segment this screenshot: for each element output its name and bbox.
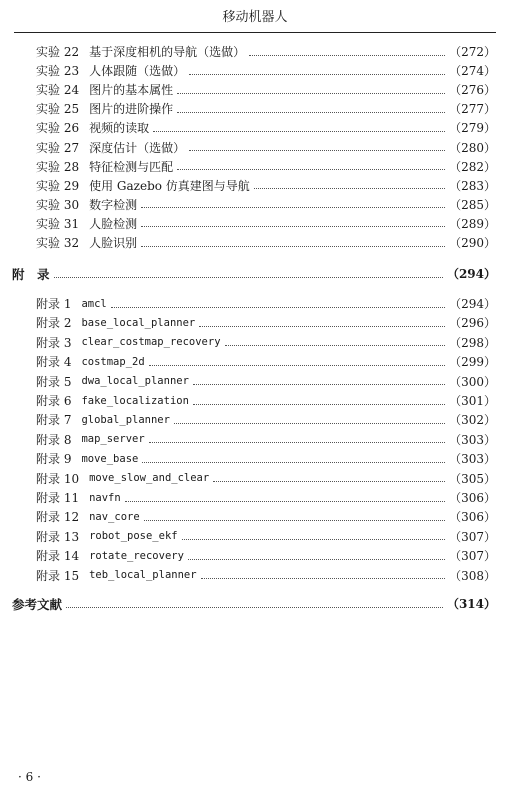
entry-page: （289） xyxy=(449,216,496,231)
entry-label: 实验 24 xyxy=(36,83,80,98)
dot-leader xyxy=(125,500,445,502)
entry-page: （308） xyxy=(449,568,496,583)
entry-label: 附录 3 xyxy=(36,335,72,350)
dot-leader xyxy=(66,606,443,608)
toc-entry-references[interactable] xyxy=(12,594,496,613)
entry-label: 附录 4 xyxy=(36,355,72,370)
dot-leader xyxy=(249,54,445,56)
dot-leader xyxy=(153,130,445,132)
dot-leader xyxy=(199,325,445,327)
entry-page: （303） xyxy=(449,452,496,467)
entry-page: （302） xyxy=(449,413,496,428)
entry-page: （282） xyxy=(449,159,496,174)
toc-entry-appendix[interactable] xyxy=(36,294,496,313)
dot-leader xyxy=(141,206,445,208)
entry-title: 使用 Gazebo 仿真建图与导航 xyxy=(89,178,250,193)
entry-page: （280） xyxy=(449,140,496,155)
entry-label: 附录 5 xyxy=(36,374,72,389)
toc-entry-appendix[interactable] xyxy=(36,507,496,526)
entry-label: 附录 8 xyxy=(36,432,72,447)
toc-entry-experiment[interactable] xyxy=(36,176,496,195)
dot-leader xyxy=(149,441,445,443)
entry-label: 附录 6 xyxy=(36,394,72,408)
entry-page: （272） xyxy=(449,45,496,59)
toc-entry-appendix[interactable] xyxy=(36,488,496,507)
entry-title: fake_localization xyxy=(81,394,189,407)
entry-label: 实验 29 xyxy=(36,178,80,193)
entry-label: 实验 23 xyxy=(36,64,80,79)
entry-page: （305） xyxy=(449,471,496,486)
toc-entry-experiment[interactable] xyxy=(36,118,496,137)
entry-page: （303） xyxy=(449,432,496,447)
entry-title: 人脸检测 xyxy=(89,216,138,231)
entry-label: 实验 31 xyxy=(36,216,80,231)
dot-leader xyxy=(177,111,445,113)
toc-entry-appendix[interactable] xyxy=(36,391,496,410)
entry-label: 实验 32 xyxy=(36,236,80,250)
entry-label: 实验 26 xyxy=(36,121,80,136)
toc-entry-appendix[interactable] xyxy=(36,566,496,585)
entry-label: 附录 7 xyxy=(36,413,72,428)
entry-page: （306） xyxy=(449,491,496,505)
entry-title: clear_costmap_recovery xyxy=(81,336,221,349)
toc-entry-appendix-section[interactable] xyxy=(12,264,496,283)
entry-page: （299） xyxy=(449,355,496,370)
toc-entry-appendix[interactable] xyxy=(36,410,496,429)
dot-leader xyxy=(182,538,445,540)
entry-page: （283） xyxy=(449,178,496,193)
toc-entry-experiment[interactable] xyxy=(36,157,496,176)
entry-label: 附录 14 xyxy=(36,549,80,564)
entry-title: base_local_planner xyxy=(81,316,196,329)
entry-page: （274） xyxy=(449,64,496,79)
entry-title: 基于深度相机的导航（选做） xyxy=(89,45,246,59)
entry-page: （285） xyxy=(449,197,496,212)
entry-title: dwa_local_planner xyxy=(81,375,189,388)
toc-entry-experiment[interactable] xyxy=(36,214,496,233)
section-title: 附 录 xyxy=(12,266,50,282)
entry-title: move_base xyxy=(81,452,139,465)
dot-leader xyxy=(189,73,445,75)
entry-title: nav_core xyxy=(89,510,140,523)
toc-entry-appendix[interactable] xyxy=(36,527,496,546)
dot-leader xyxy=(174,422,445,424)
dot-leader xyxy=(254,187,445,189)
entry-title: 图片的基本属性 xyxy=(89,83,174,98)
entry-label: 附录 10 xyxy=(36,471,80,486)
entry-title: 特征检测与匹配 xyxy=(89,159,174,174)
entry-title: global_planner xyxy=(81,413,170,426)
section-page: （314） xyxy=(446,597,496,611)
dot-leader xyxy=(111,306,445,308)
toc-entry-appendix[interactable] xyxy=(36,352,496,371)
entry-page: （300） xyxy=(449,374,496,389)
toc-entry-experiment[interactable] xyxy=(36,61,496,80)
entry-page: （306） xyxy=(449,510,496,525)
toc-entry-appendix[interactable] xyxy=(36,449,496,468)
dot-leader xyxy=(177,168,445,170)
entry-title: costmap_2d xyxy=(81,355,145,368)
dot-leader xyxy=(142,461,445,463)
toc-entry-appendix[interactable] xyxy=(36,546,496,565)
entry-label: 附录 12 xyxy=(36,510,80,525)
toc-entry-appendix[interactable] xyxy=(36,333,496,352)
toc-entry-experiment[interactable] xyxy=(36,195,496,214)
entry-title: teb_local_planner xyxy=(89,569,197,582)
section-page: （294） xyxy=(446,267,496,281)
running-header xyxy=(14,6,496,33)
toc-entry-experiment[interactable] xyxy=(36,80,496,99)
dot-leader xyxy=(54,276,443,278)
dot-leader xyxy=(149,364,445,366)
page-number: · 6 · xyxy=(18,770,41,784)
dot-leader xyxy=(144,519,445,521)
entry-title: 深度估计（选做） xyxy=(89,140,186,155)
entry-title: rotate_recovery xyxy=(89,549,184,562)
entry-title: 图片的进阶操作 xyxy=(89,102,174,117)
toc-entry-experiment[interactable] xyxy=(36,99,496,118)
entry-title: 视频的读取 xyxy=(89,121,150,136)
entry-title: robot_pose_ekf xyxy=(89,530,178,543)
entry-title: amcl xyxy=(81,297,107,310)
entry-label: 附录 1 xyxy=(36,297,72,311)
toc-entry-appendix[interactable] xyxy=(36,372,496,391)
entry-page: （307） xyxy=(449,549,496,564)
book-title: 移动机器人 xyxy=(222,10,288,25)
entry-label: 实验 25 xyxy=(36,102,80,117)
section-title: 参考文献 xyxy=(12,596,63,612)
dot-leader xyxy=(213,480,445,482)
entry-label: 实验 22 xyxy=(36,45,80,59)
entry-label: 附录 13 xyxy=(36,529,80,544)
entry-title: 人脸识别 xyxy=(89,236,138,250)
entry-page: （296） xyxy=(449,316,496,331)
entry-title: 数字检测 xyxy=(89,197,138,212)
entry-page: （277） xyxy=(449,102,496,117)
dot-leader xyxy=(188,558,445,560)
entry-label: 附录 9 xyxy=(36,452,72,467)
entry-label: 附录 11 xyxy=(36,491,80,505)
entry-page: （307） xyxy=(449,529,496,544)
entry-page: （290） xyxy=(449,236,496,250)
entry-page: （279） xyxy=(449,121,496,136)
dot-leader xyxy=(177,92,445,94)
entry-page: （276） xyxy=(449,83,496,98)
dot-leader xyxy=(141,225,445,227)
dot-leader xyxy=(141,245,445,247)
entry-title: move_slow_and_clear xyxy=(89,472,210,485)
toc-entry-appendix[interactable] xyxy=(36,469,496,488)
entry-label: 实验 30 xyxy=(36,197,80,212)
entry-title: map_server xyxy=(81,433,145,446)
dot-leader xyxy=(225,344,446,346)
toc-entry-appendix[interactable] xyxy=(36,313,496,332)
toc-entry-experiment[interactable] xyxy=(36,42,496,61)
entry-page: （294） xyxy=(449,297,496,311)
dot-leader xyxy=(189,149,445,151)
toc-entry-experiment[interactable] xyxy=(36,233,496,252)
toc-entry-experiment[interactable] xyxy=(36,138,496,157)
entry-label: 实验 27 xyxy=(36,140,80,155)
entry-title: 人体跟随（选做） xyxy=(89,64,186,79)
dot-leader xyxy=(193,403,445,405)
entry-label: 实验 28 xyxy=(36,159,80,174)
entry-label: 附录 15 xyxy=(36,568,80,583)
entry-page: （298） xyxy=(449,335,496,350)
dot-leader xyxy=(193,383,445,385)
entry-page: （301） xyxy=(449,394,496,408)
dot-leader xyxy=(201,577,446,579)
toc-entry-appendix[interactable] xyxy=(36,430,496,449)
entry-label: 附录 2 xyxy=(36,316,72,331)
entry-title: navfn xyxy=(89,491,121,504)
